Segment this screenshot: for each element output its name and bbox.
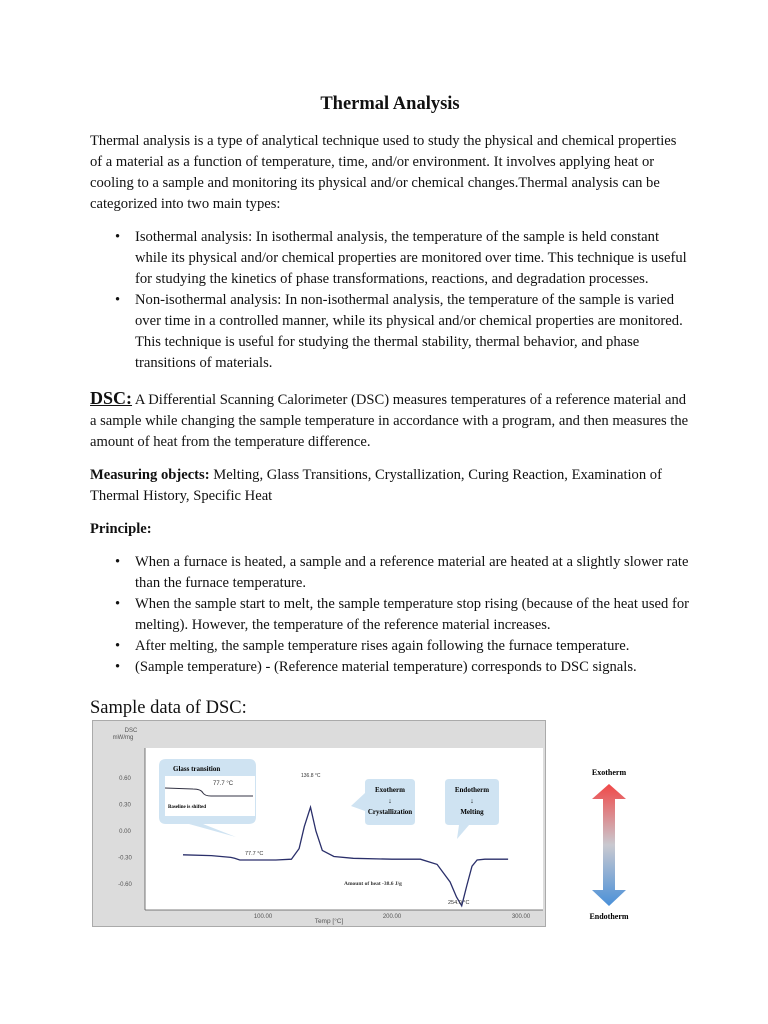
exo-endo-legend bbox=[575, 764, 645, 924]
exotherm-legend-label: Exotherm bbox=[591, 768, 627, 777]
measuring-paragraph bbox=[90, 465, 690, 507]
glass-temp-label: 77.7 °C bbox=[245, 851, 264, 857]
y-tick-label: 0.00 bbox=[119, 829, 131, 835]
double-arrow-icon bbox=[592, 784, 626, 906]
measuring-text: Melting, Glass Transitions, Crystallization, Curing Reaction, Examination of Thermal History, Specific Heat bbox=[90, 467, 662, 504]
list-item: • When a furnace is heated, a sample and a reference material are heated at a slightly slower rate than the furnace temperature. bbox=[135, 552, 690, 594]
dsc-figure bbox=[92, 720, 546, 927]
dsc-text: A Differential Scanning Calorimeter (DSC) measures temperatures of a reference material and a sample while changing the sample temperature in accordance with a program, and then measures the amount of heat from the temperature difference. bbox=[90, 392, 689, 450]
types-list bbox=[90, 227, 690, 374]
exotherm-sub: Crystallization bbox=[367, 808, 413, 816]
heat-amount-label: Amount of heat -38.6 J/g bbox=[344, 881, 402, 887]
arrow-down-icon: ↓ bbox=[470, 797, 474, 805]
melt-temp-label: 254.0 °C bbox=[448, 900, 470, 906]
x-label: Temp [°C] bbox=[314, 918, 344, 925]
list-item: • (Sample temperature) - (Reference material temperature) corresponds to DSC signals. bbox=[135, 657, 690, 678]
dsc-paragraph bbox=[90, 388, 690, 453]
x-tick-label: 100.00 bbox=[253, 914, 273, 920]
list-item: • After melting, the sample temperature rises again following the furnace temperature. bbox=[135, 636, 690, 657]
dsc-label: DSC: bbox=[90, 388, 133, 408]
sample-heading: Sample data of DSC: bbox=[90, 698, 247, 718]
y-label-1: DSC bbox=[124, 728, 138, 734]
document-page bbox=[90, 92, 690, 728]
glass-title: Glass transition bbox=[173, 765, 221, 773]
x-tick-label: 300.00 bbox=[511, 914, 531, 920]
principle-list bbox=[90, 552, 690, 678]
endotherm-sub: Melting bbox=[460, 808, 484, 816]
arrow-down-icon: ↓ bbox=[388, 797, 392, 805]
measuring-label: Measuring objects: bbox=[90, 467, 210, 483]
y-label-2: mW/mg bbox=[112, 735, 134, 741]
list-item: • When the sample start to melt, the sample temperature stop rising (because of the heat used for melting). However, the temperature of the reference material increases. bbox=[135, 594, 690, 636]
list-item: • Isothermal analysis: In isothermal analysis, the temperature of the sample is held constant while its physical and/or chemical properties are monitored over time. This technique is useful for studying the kinetics of phase transformations, reactions, and degradation processes. bbox=[135, 227, 690, 290]
y-tick-label: -0.60 bbox=[118, 881, 132, 888]
intro-paragraph: Thermal analysis is a type of analytical technique used to study the physical and chemical properties of a material as a function of temperature, time, and/or environment. It involves applying heat or cooling to a sample and monitoring its physical and/or chemical changes.Thermal analysis can be categorized into two main types: bbox=[90, 133, 677, 212]
list-item: • Non-isothermal analysis: In non-isothermal analysis, the temperature of the sample is varied over time in a controlled manner, while its physical and/or chemical properties are monitored. This technique is useful for studying the thermal stability, thermal behavior, and phase transitions of materials. bbox=[135, 290, 690, 374]
dsc-chart bbox=[93, 721, 547, 928]
x-tick-label: 200.00 bbox=[382, 914, 402, 920]
principle-heading bbox=[90, 519, 690, 540]
page-title: Thermal Analysis bbox=[320, 94, 460, 114]
endotherm-title: Endotherm bbox=[454, 786, 490, 794]
peak-temp-label: 136.8 °C bbox=[301, 773, 321, 779]
principle-label: Principle: bbox=[90, 521, 152, 537]
glass-inset-temp: 77.7 °C bbox=[213, 781, 234, 787]
y-tick-label: 0.60 bbox=[119, 776, 131, 783]
endotherm-legend-label: Endotherm bbox=[589, 912, 629, 921]
y-tick-label: -0.30 bbox=[118, 855, 132, 862]
y-tick-label: 0.30 bbox=[119, 802, 131, 809]
baseline-note: Baseline is shifted bbox=[168, 805, 207, 810]
exotherm-title: Exotherm bbox=[375, 786, 405, 794]
